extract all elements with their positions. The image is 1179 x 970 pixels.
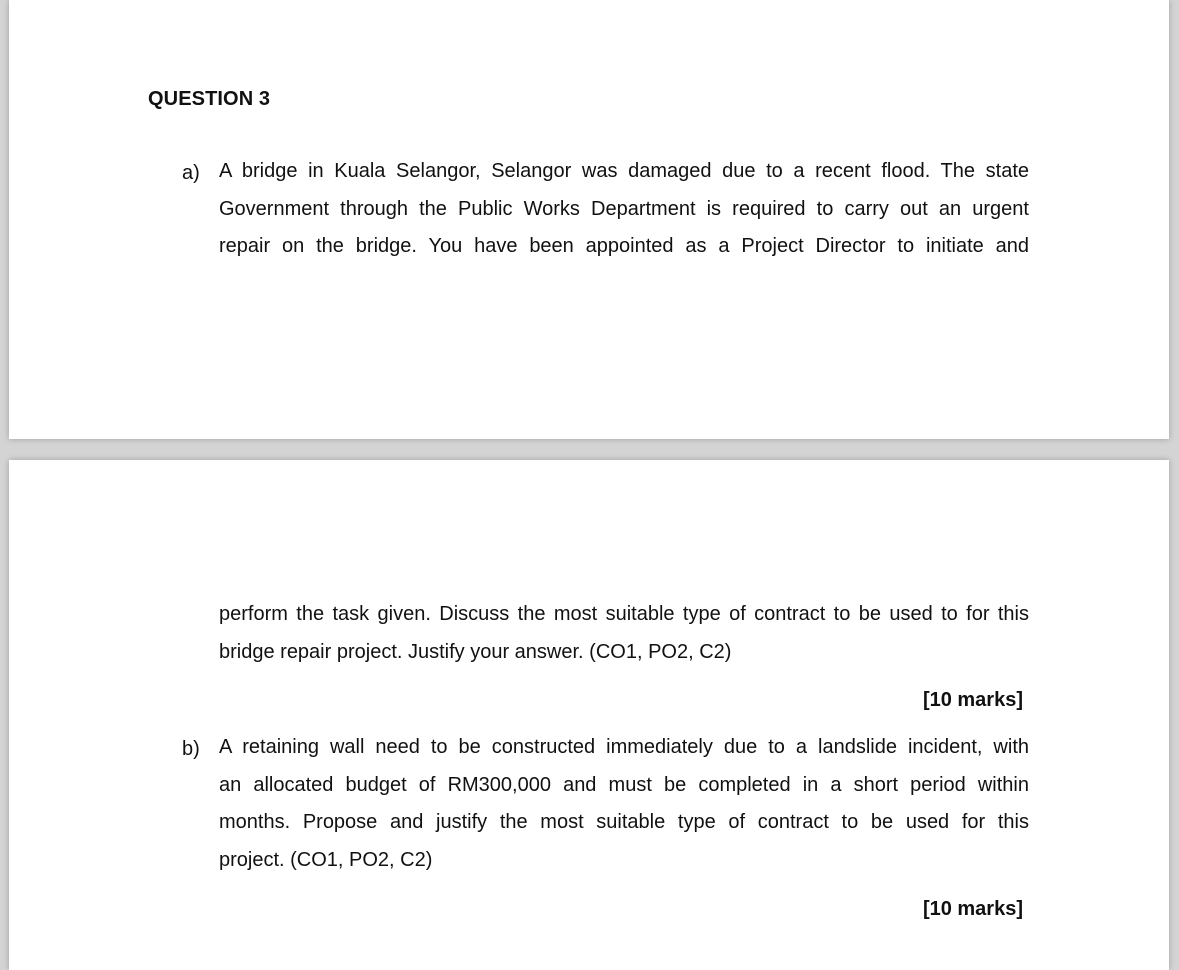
part-a-line-1: A bridge in Kuala Selangor, Selangor was damaged due to a recent flood. The state (219, 160, 1029, 182)
part-a-text-page2 (219, 596, 1029, 671)
part-a-text-page1 (219, 153, 1029, 266)
part-a-line-2: Government through the Public Works Department is required to carry out an urgent (219, 197, 1029, 220)
part-b-line-3: months. Propose and justify the most suitable type of contract to be used for this (219, 811, 1029, 833)
document-page-1 (9, 0, 1169, 439)
part-b-marks: [10 marks] (922, 898, 1023, 920)
part-b-line-1: A retaining wall need to be constructed immediately due to a landslide incident, with (219, 736, 1029, 758)
part-b-line-4: project. (CO1, PO2, C2) (219, 848, 433, 871)
part-b-letter: b) (182, 738, 200, 760)
part-a-marks: [10 marks] (922, 689, 1023, 711)
part-b-line-2: an allocated budget of RM300,000 and must be completed in a short period within (219, 773, 1029, 796)
question-title: QUESTION 3 (148, 88, 271, 110)
part-a-letter: a) (182, 162, 200, 184)
document-page-2 (9, 460, 1169, 970)
part-a-line-3: repair on the bridge. You have been appointed as a Project Director to initiate and (219, 235, 1029, 257)
part-b-text (219, 729, 1029, 879)
part-a-line-4: perform the task given. Discuss the most suitable type of contract to be used to for this (219, 603, 1029, 625)
part-a-line-5: bridge repair project. Justify your answer. (CO1, PO2, C2) (219, 640, 732, 663)
